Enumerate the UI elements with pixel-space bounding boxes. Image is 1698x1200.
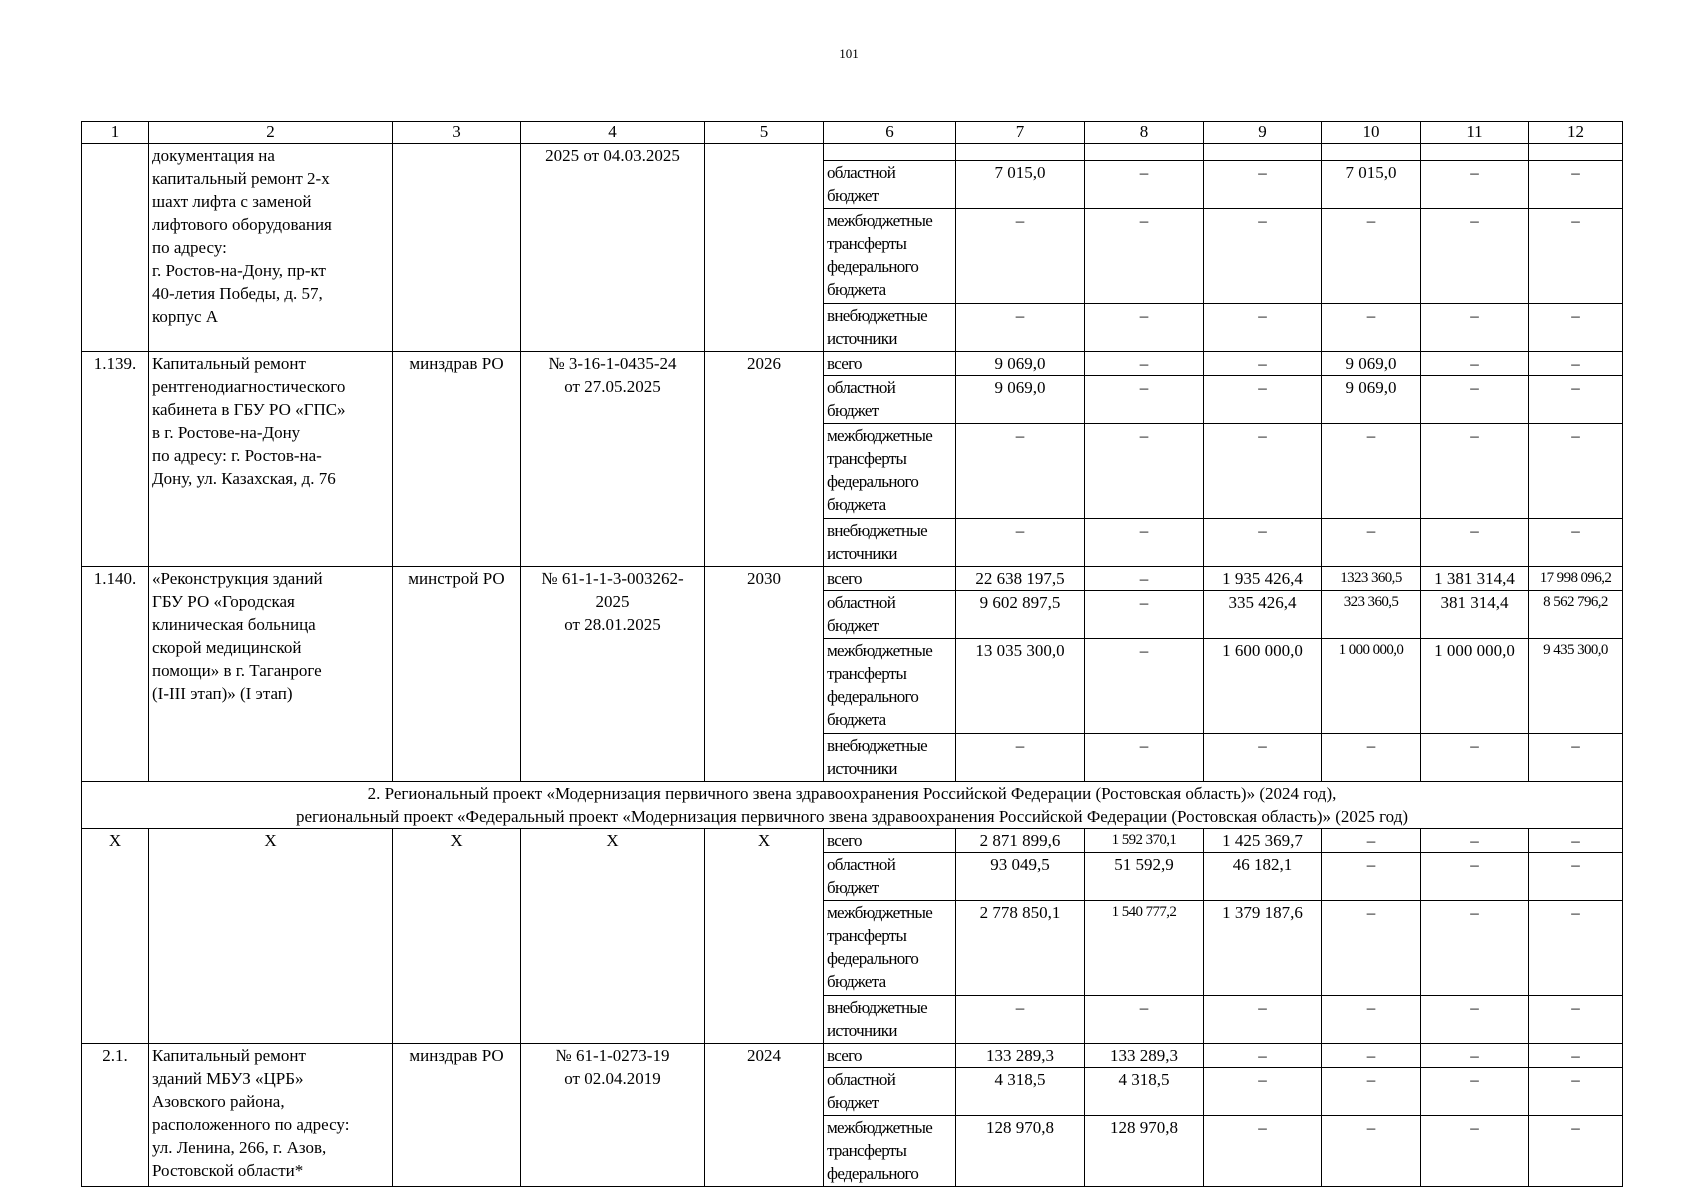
- item-number: 2.1.: [82, 1044, 149, 1187]
- financing-table: [81, 121, 1623, 1187]
- amount-cell: 1 935 426,4: [1204, 567, 1322, 591]
- amount-cell: –: [1529, 424, 1623, 519]
- amount-cell: –: [1421, 901, 1529, 996]
- funding-source: межбюджетные трансферты федерального бюджета: [824, 424, 956, 519]
- amount-cell: –: [1421, 853, 1529, 901]
- document-ref: № 61-1-1-3-003262- 2025 от 28.01.2025: [521, 567, 705, 782]
- amount-cell: –: [1085, 424, 1204, 519]
- amount-cell: –: [1322, 304, 1421, 352]
- item-name: Капитальный ремонт зданий МБУЗ «ЦРБ» Азовского района, расположенного по адресу: ул. Ленина, 266, г. Азов, Ростовской области*: [149, 1044, 393, 1187]
- amount-cell: –: [1529, 1116, 1623, 1187]
- amount-cell: 1 000 000,0: [1322, 639, 1421, 734]
- amount-cell: 46 182,1: [1204, 853, 1322, 901]
- amount-cell: –: [1085, 304, 1204, 352]
- amount-cell: –: [1421, 424, 1529, 519]
- column-number: 4: [521, 122, 705, 144]
- funding-source: всего: [824, 567, 956, 591]
- funding-source: внебюджетные источники: [824, 519, 956, 567]
- amount-cell: –: [1529, 996, 1623, 1044]
- amount-cell: –: [1529, 829, 1623, 853]
- funding-source: всего: [824, 829, 956, 853]
- amount-cell: 9 435 300,0: [1529, 639, 1623, 734]
- column-number: 10: [1322, 122, 1421, 144]
- amount-cell: 1 425 369,7: [1204, 829, 1322, 853]
- empty-cell: [1085, 144, 1204, 161]
- empty-cell: [824, 144, 956, 161]
- amount-cell: –: [1529, 519, 1623, 567]
- amount-cell: –: [1322, 209, 1421, 304]
- amount-cell: –: [1421, 1044, 1529, 1068]
- column-number: 3: [393, 122, 521, 144]
- amount-cell: 93 049,5: [956, 853, 1085, 901]
- amount-cell: –: [1085, 376, 1204, 424]
- amount-cell: 9 069,0: [1322, 352, 1421, 376]
- column-number: 5: [705, 122, 824, 144]
- amount-cell: –: [1529, 209, 1623, 304]
- table-row: [82, 144, 1623, 161]
- column-number: 6: [824, 122, 956, 144]
- amount-cell: 128 970,8: [1085, 1116, 1204, 1187]
- amount-cell: –: [1421, 304, 1529, 352]
- customer: минстрой РО: [393, 567, 521, 782]
- amount-cell: –: [1529, 734, 1623, 782]
- amount-cell: 128 970,8: [956, 1116, 1085, 1187]
- funding-source: межбюджетные трансферты федерального бюджета: [824, 901, 956, 996]
- column-number-row: [82, 122, 1623, 144]
- amount-cell: –: [1204, 1068, 1322, 1116]
- empty-cell: [956, 144, 1085, 161]
- table-row: [82, 1044, 1623, 1068]
- amount-cell: –: [1204, 161, 1322, 209]
- amount-cell: –: [1204, 376, 1322, 424]
- amount-cell: 8 562 796,2: [1529, 591, 1623, 639]
- amount-cell: –: [1529, 1068, 1623, 1116]
- amount-cell: 1 592 370,1: [1085, 829, 1204, 853]
- amount-cell: 9 602 897,5: [956, 591, 1085, 639]
- placeholder-mark: Х: [393, 829, 521, 1044]
- placeholder-mark: Х: [521, 829, 705, 1044]
- placeholder-mark: Х: [82, 829, 149, 1044]
- column-number: 8: [1085, 122, 1204, 144]
- amount-cell: –: [1529, 1044, 1623, 1068]
- funding-source: всего: [824, 352, 956, 376]
- funding-source: областной бюджет: [824, 161, 956, 209]
- amount-cell: 22 638 197,5: [956, 567, 1085, 591]
- funding-source: межбюджетные трансферты федерального бюджета: [824, 639, 956, 734]
- item-name: документация на капитальный ремонт 2-х шахт лифта с заменой лифтового оборудования по адресу: г. Ростов-на-Дону, пр-кт 40-летия Победы, д. 57, корпус А: [149, 144, 393, 352]
- amount-cell: –: [1204, 304, 1322, 352]
- amount-cell: 9 069,0: [956, 352, 1085, 376]
- table-row: [82, 352, 1623, 376]
- column-number: 11: [1421, 122, 1529, 144]
- amount-cell: –: [1322, 734, 1421, 782]
- amount-cell: –: [1204, 424, 1322, 519]
- column-number: 7: [956, 122, 1085, 144]
- amount-cell: –: [1204, 519, 1322, 567]
- column-number: 1: [82, 122, 149, 144]
- amount-cell: –: [1421, 996, 1529, 1044]
- amount-cell: 4 318,5: [956, 1068, 1085, 1116]
- amount-cell: 1323 360,5: [1322, 567, 1421, 591]
- funding-source: межбюджетные трансферты федерального: [824, 1116, 956, 1187]
- amount-cell: –: [1204, 1116, 1322, 1187]
- amount-cell: –: [1421, 161, 1529, 209]
- amount-cell: –: [1085, 161, 1204, 209]
- empty-cell: [1322, 144, 1421, 161]
- amount-cell: –: [1421, 734, 1529, 782]
- amount-cell: –: [1085, 591, 1204, 639]
- item-name: «Реконструкция зданий ГБУ РО «Городская клиническая больница скорой медицинской помощи» в г. Таганроге (I-III этап)» (I этап): [149, 567, 393, 782]
- amount-cell: –: [1322, 853, 1421, 901]
- funding-source: областной бюджет: [824, 1068, 956, 1116]
- amount-cell: –: [1322, 901, 1421, 996]
- funding-source: внебюджетные источники: [824, 304, 956, 352]
- amount-cell: –: [1322, 519, 1421, 567]
- item-number: 1.140.: [82, 567, 149, 782]
- amount-cell: 2 778 850,1: [956, 901, 1085, 996]
- amount-cell: –: [1085, 209, 1204, 304]
- amount-cell: –: [1529, 901, 1623, 996]
- funding-source: областной бюджет: [824, 591, 956, 639]
- amount-cell: 7 015,0: [956, 161, 1085, 209]
- completion-year: 2030: [705, 567, 824, 782]
- amount-cell: 9 069,0: [1322, 376, 1421, 424]
- customer: [393, 144, 521, 352]
- amount-cell: –: [1204, 996, 1322, 1044]
- amount-cell: –: [1322, 996, 1421, 1044]
- amount-cell: –: [956, 209, 1085, 304]
- amount-cell: 133 289,3: [956, 1044, 1085, 1068]
- amount-cell: –: [1085, 519, 1204, 567]
- completion-year: 2026: [705, 352, 824, 567]
- amount-cell: –: [956, 996, 1085, 1044]
- amount-cell: –: [1085, 567, 1204, 591]
- column-number: 9: [1204, 122, 1322, 144]
- amount-cell: 13 035 300,0: [956, 639, 1085, 734]
- amount-cell: 9 069,0: [956, 376, 1085, 424]
- amount-cell: 7 015,0: [1322, 161, 1421, 209]
- amount-cell: –: [1421, 209, 1529, 304]
- section-title: 2. Региональный проект «Модернизация первичного звена здравоохранения Российской Федерации (Ростовская область)» (2024 год), региональный проект «Федеральный проект «Модернизация первичного звена здравоохранения Российской Федерации (Ростовская область)» (2025 год): [82, 782, 1623, 829]
- item-name: Капитальный ремонт рентгенодиагностического кабинета в ГБУ РО «ГПС» в г. Ростове-на-Дону по адресу: г. Ростов-на- Дону, ул. Казахская, д. 76: [149, 352, 393, 567]
- amount-cell: 1 540 777,2: [1085, 901, 1204, 996]
- amount-cell: –: [1204, 1044, 1322, 1068]
- amount-cell: 133 289,3: [1085, 1044, 1204, 1068]
- document-ref: № 3-16-1-0435-24 от 27.05.2025: [521, 352, 705, 567]
- section-header-row: [82, 782, 1623, 829]
- amount-cell: –: [956, 734, 1085, 782]
- amount-cell: 323 360,5: [1322, 591, 1421, 639]
- placeholder-mark: Х: [705, 829, 824, 1044]
- empty-cell: [1204, 144, 1322, 161]
- amount-cell: 1 600 000,0: [1204, 639, 1322, 734]
- amount-cell: –: [1322, 424, 1421, 519]
- amount-cell: 51 592,9: [1085, 853, 1204, 901]
- amount-cell: –: [1322, 1044, 1421, 1068]
- amount-cell: –: [956, 304, 1085, 352]
- amount-cell: 335 426,4: [1204, 591, 1322, 639]
- amount-cell: –: [1421, 376, 1529, 424]
- funding-source: областной бюджет: [824, 376, 956, 424]
- amount-cell: 2 871 899,6: [956, 829, 1085, 853]
- amount-cell: 381 314,4: [1421, 591, 1529, 639]
- amount-cell: –: [1085, 734, 1204, 782]
- amount-cell: –: [956, 519, 1085, 567]
- amount-cell: –: [1322, 1068, 1421, 1116]
- funding-source: всего: [824, 1044, 956, 1068]
- funding-source: внебюджетные источники: [824, 996, 956, 1044]
- amount-cell: –: [1204, 209, 1322, 304]
- amount-cell: 1 381 314,4: [1421, 567, 1529, 591]
- amount-cell: –: [1529, 161, 1623, 209]
- amount-cell: –: [1529, 853, 1623, 901]
- funding-source: внебюджетные источники: [824, 734, 956, 782]
- document-ref: № 61-1-0273-19 от 02.04.2019: [521, 1044, 705, 1187]
- document-ref: 2025 от 04.03.2025: [521, 144, 705, 352]
- amount-cell: 1 379 187,6: [1204, 901, 1322, 996]
- amount-cell: –: [1322, 1116, 1421, 1187]
- amount-cell: –: [1529, 304, 1623, 352]
- empty-cell: [1529, 144, 1623, 161]
- amount-cell: –: [1421, 519, 1529, 567]
- item-number: 1.139.: [82, 352, 149, 567]
- column-number: 2: [149, 122, 393, 144]
- completion-year: [705, 144, 824, 352]
- item-number: [82, 144, 149, 352]
- amount-cell: –: [1204, 734, 1322, 782]
- column-number: 12: [1529, 122, 1623, 144]
- amount-cell: –: [1421, 1116, 1529, 1187]
- table-row: [82, 829, 1623, 853]
- amount-cell: –: [1085, 352, 1204, 376]
- amount-cell: –: [1322, 829, 1421, 853]
- amount-cell: –: [1421, 352, 1529, 376]
- page-number: 101: [839, 46, 859, 61]
- customer: минздрав РО: [393, 352, 521, 567]
- amount-cell: –: [1085, 996, 1204, 1044]
- funding-source: областной бюджет: [824, 853, 956, 901]
- completion-year: 2024: [705, 1044, 824, 1187]
- customer: минздрав РО: [393, 1044, 521, 1187]
- amount-cell: –: [1085, 639, 1204, 734]
- funding-source: межбюджетные трансферты федерального бюджета: [824, 209, 956, 304]
- amount-cell: –: [956, 424, 1085, 519]
- amount-cell: 4 318,5: [1085, 1068, 1204, 1116]
- table-row: [82, 567, 1623, 591]
- amount-cell: –: [1421, 1068, 1529, 1116]
- amount-cell: –: [1529, 352, 1623, 376]
- amount-cell: –: [1421, 829, 1529, 853]
- amount-cell: –: [1204, 352, 1322, 376]
- placeholder-mark: Х: [149, 829, 393, 1044]
- amount-cell: –: [1529, 376, 1623, 424]
- amount-cell: 17 998 096,2: [1529, 567, 1623, 591]
- empty-cell: [1421, 144, 1529, 161]
- amount-cell: 1 000 000,0: [1421, 639, 1529, 734]
